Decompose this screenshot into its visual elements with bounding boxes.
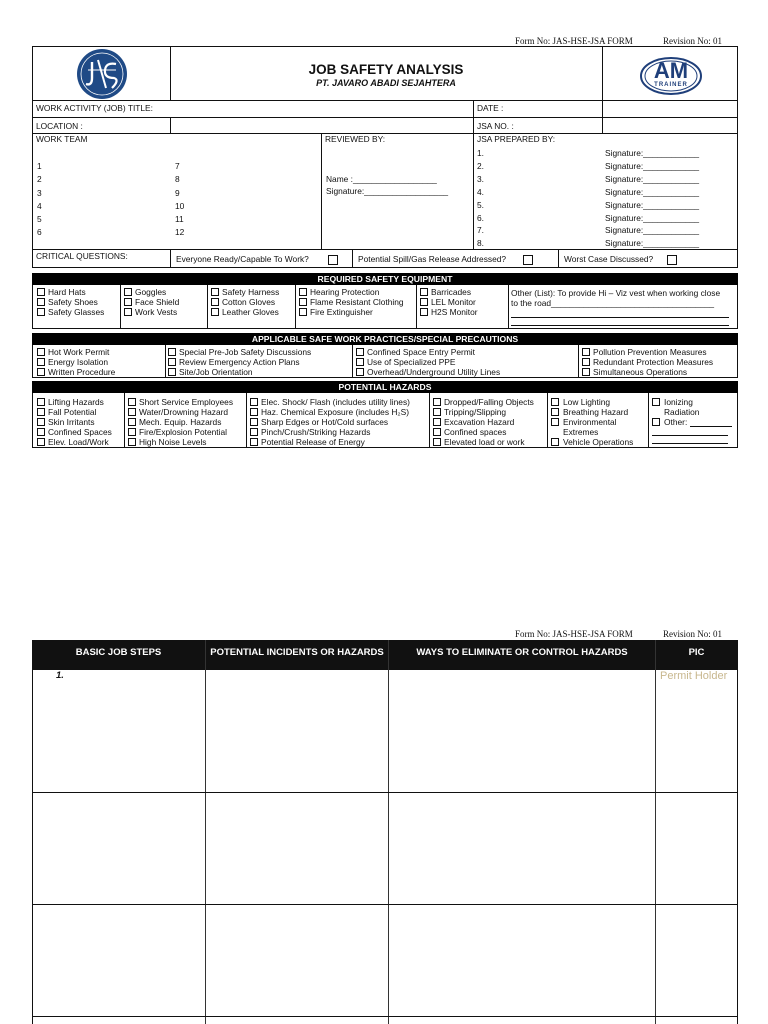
practices-col2-item-3: Site/Job Orientation <box>179 367 253 377</box>
col-potential-incidents: POTENTIAL INCIDENTS OR HAZARDS <box>210 647 384 658</box>
hazards-col2-checkbox-5[interactable] <box>128 438 136 446</box>
equipment-col2-item-3: Work Vests <box>135 307 178 317</box>
hazards-col4-checkbox-5[interactable] <box>433 438 441 446</box>
equipment-col3-checkbox-2[interactable] <box>211 298 219 306</box>
prepared-numbers: 1. 2. 3. 4. 5. 6. 7. 8. <box>477 148 484 249</box>
hazards-col4-item-5: Elevated load or work <box>444 437 525 447</box>
equipment-section-title: REQUIRED SAFETY EQUIPMENT <box>32 273 738 285</box>
hazards-col1-checkbox-5[interactable] <box>37 438 45 446</box>
location-label: LOCATION : <box>36 121 83 131</box>
equipment-col1-item-3: Safety Glasses <box>48 307 105 317</box>
form-number: Form No: JAS-HSE-JSA FORM <box>515 36 633 46</box>
equipment-col3-item-1: Safety Harness <box>222 287 280 297</box>
equipment-col4-checkbox-1[interactable] <box>299 288 307 296</box>
company-logo-icon <box>76 48 128 100</box>
prepared-by-label: JSA PREPARED BY: <box>477 134 556 144</box>
hazards-col4-checkbox-1[interactable] <box>433 398 441 406</box>
hazards-col3-item-3: Sharp Edges or Hot/Cold surfaces <box>261 417 389 427</box>
hazards-col4-item-4: Confined spaces <box>444 427 507 437</box>
other-hazard-checkbox[interactable] <box>652 418 660 426</box>
critical-q1-checkbox[interactable] <box>328 255 338 265</box>
hazards-col3-item-4: Pinch/Crush/Striking Hazards <box>261 427 371 437</box>
hazards-col5-checkbox-2[interactable] <box>551 408 559 416</box>
jsa-no-label: JSA NO. : <box>477 121 514 131</box>
equipment-col5-checkbox-2[interactable] <box>420 298 428 306</box>
practices-col1-item-2: Energy Isolation <box>48 357 109 367</box>
hazards-col1-checkbox-2[interactable] <box>37 408 45 416</box>
step-1-number: 1. <box>56 670 64 681</box>
equipment-col1-checkbox-1[interactable] <box>37 288 45 296</box>
col-pic: PIC <box>688 647 705 658</box>
critical-q3: Worst Case Discussed? <box>564 254 654 264</box>
practices-col4-checkbox-2[interactable] <box>582 358 590 366</box>
hazards-col3-checkbox-5[interactable] <box>250 438 258 446</box>
other-equipment-blank-2[interactable] <box>511 325 729 326</box>
reviewer-name-field[interactable]: Name :__________________ <box>326 174 437 184</box>
hazards-col2-item-4: Fire/Explosion Potential <box>139 427 227 437</box>
other-hazard-line-3[interactable] <box>652 443 728 444</box>
hazards-col4-item-3: Excavation Hazard <box>444 417 515 427</box>
hazards-col2-checkbox-3[interactable] <box>128 418 136 426</box>
hazards-col2-item-3: Mech. Equip. Hazards <box>139 417 222 427</box>
practices-col4-item-1: Pollution Prevention Measures <box>593 347 707 357</box>
equipment-col2-checkbox-3[interactable] <box>124 308 132 316</box>
equipment-col3-checkbox-1[interactable] <box>211 288 219 296</box>
hazards-col2-checkbox-2[interactable] <box>128 408 136 416</box>
hazards-col3-checkbox-4[interactable] <box>250 428 258 436</box>
hazards-col3-item-2: Haz. Chemical Exposure (includes H₂S) <box>261 407 410 417</box>
practices-col2-item-2: Review Emergency Action Plans <box>179 357 300 367</box>
hazards-col5-item-3: Environmental <box>563 417 617 427</box>
hazards-col1-checkbox-4[interactable] <box>37 428 45 436</box>
equipment-col5-checkbox-3[interactable] <box>420 308 428 316</box>
practices-col3-checkbox-2[interactable] <box>356 358 364 366</box>
hazards-col2-item-2: Water/Drowning Hazard <box>139 407 229 417</box>
prepared-signatures[interactable]: Signature:____________ Signature:____________ Signature:____________ Signature:____________ Signature:____________ Signature:____________ Signature:____________ Signature:____________ <box>605 148 700 249</box>
am-trainer-logo-icon <box>640 57 702 95</box>
hazards-col3-checkbox-3[interactable] <box>250 418 258 426</box>
equipment-col2-item-2: Face Shield <box>135 297 180 307</box>
practices-col1-item-1: Hot Work Permit <box>48 347 110 357</box>
hazards-col3-checkbox-2[interactable] <box>250 408 258 416</box>
step-1-pic: Permit Holder <box>660 670 728 682</box>
equipment-col4-item-1: Hearing Protection <box>310 287 380 297</box>
work-activity-label: WORK ACTIVITY (JOB) TITLE: <box>36 103 153 113</box>
practices-col3-checkbox-3[interactable] <box>356 368 364 376</box>
practices-col3-item-3: Overhead/Underground Utility Lines <box>367 367 501 377</box>
other-equipment-blank-1[interactable] <box>511 317 729 318</box>
practices-section-title: APPLICABLE SAFE WORK PRACTICES/SPECIAL PRECAUTIONS <box>32 333 738 345</box>
other-hazard-label: Other: <box>664 417 688 427</box>
practices-col3-item-1: Confined Space Entry Permit <box>367 347 475 357</box>
equipment-col5-item-1: Barricades <box>431 287 472 297</box>
team-right-list: 7 8 9 10 11 12 <box>175 161 185 238</box>
hazards-col4-checkbox-2[interactable] <box>433 408 441 416</box>
ionizing-label: Ionizing <box>664 397 693 407</box>
equipment-col1-checkbox-2[interactable] <box>37 298 45 306</box>
hazards-col5-checkbox-1[interactable] <box>551 398 559 406</box>
other-equipment-line2: to the road___________________________________ <box>511 298 715 308</box>
team-left-list: 1 2 3 4 5 6 <box>37 161 42 238</box>
hazards-col5-item-5: Vehicle Operations <box>563 437 634 447</box>
work-team-label: WORK TEAM <box>36 134 88 144</box>
hazards-col2-checkbox-1[interactable] <box>128 398 136 406</box>
practices-col4-item-3: Simultaneous Operations <box>593 367 688 377</box>
equipment-col2-checkbox-1[interactable] <box>124 288 132 296</box>
hazards-col5-checkbox-3[interactable] <box>551 418 559 426</box>
equipment-col4-item-2: Flame Resistant Clothing <box>310 297 404 307</box>
practices-col2-item-1: Special Pre-Job Safety Discussions <box>179 347 312 357</box>
hazards-col2-checkbox-4[interactable] <box>128 428 136 436</box>
equipment-col5-checkbox-1[interactable] <box>420 288 428 296</box>
equipment-col4-item-3: Fire Extinguisher <box>310 307 373 317</box>
equipment-col5-item-2: LEL Monitor <box>431 297 476 307</box>
equipment-col3-checkbox-3[interactable] <box>211 308 219 316</box>
revision-number: Revision No: 01 <box>663 36 723 46</box>
practices-col1-checkbox-3[interactable] <box>37 368 45 376</box>
hazards-col2-item-1: Short Service Employees <box>139 397 234 407</box>
ionizing-radiation-checkbox[interactable] <box>652 398 660 406</box>
col-basic-job-steps: BASIC JOB STEPS <box>75 647 162 658</box>
practices-col1-checkbox-1[interactable] <box>37 348 45 356</box>
equipment-col4-checkbox-2[interactable] <box>299 298 307 306</box>
hazards-col4-checkbox-4[interactable] <box>433 428 441 436</box>
critical-questions-label: CRITICAL QUESTIONS: <box>36 251 128 261</box>
practices-col1-item-3: Written Procedure <box>48 367 116 377</box>
am-logo-text: AM <box>653 58 689 83</box>
hazards-col1-item-5: Elev. Load/Work <box>48 437 109 447</box>
hazards-col1-item-2: Fall Potential <box>48 407 97 417</box>
critical-q2: Potential Spill/Gas Release Addressed? <box>358 254 507 264</box>
hazards-col3-item-1: Elec. Shock/ Flash (includes utility lines) <box>261 397 410 407</box>
equipment-col4-checkbox-3[interactable] <box>299 308 307 316</box>
practices-col3-checkbox-1[interactable] <box>356 348 364 356</box>
hazards-col1-checkbox-3[interactable] <box>37 418 45 426</box>
critical-q2-checkbox[interactable] <box>523 255 533 265</box>
hazards-col4-checkbox-3[interactable] <box>433 418 441 426</box>
date-label: DATE : <box>477 103 504 113</box>
other-equipment-line1: Other (List): To provide Hi – Viz vest when working close <box>511 288 721 298</box>
hazards-col1-item-4: Confined Spaces <box>48 427 112 437</box>
other-hazard-line-2[interactable] <box>652 435 728 436</box>
practices-col2-checkbox-3[interactable] <box>168 368 176 376</box>
reviewer-signature-field[interactable]: Signature:__________________ <box>326 186 449 196</box>
hazards-col4-item-2: Tripping/Slipping <box>444 407 507 417</box>
equipment-col3-item-2: Cotton Gloves <box>222 297 276 307</box>
practices-col4-item-2: Redundant Protection Measures <box>593 357 714 367</box>
practices-col2-checkbox-2[interactable] <box>168 358 176 366</box>
hazards-col5-item-2: Breathing Hazard <box>563 407 629 417</box>
company-name: PT. JAVARO ABADI SEJAHTERA <box>316 78 456 88</box>
hazards-col3-item-5: Potential Release of Energy <box>261 437 365 447</box>
page2-form-number: Form No: JAS-HSE-JSA FORM <box>515 629 633 639</box>
practices-col2-checkbox-1[interactable] <box>168 348 176 356</box>
practices-col4-checkbox-3[interactable] <box>582 368 590 376</box>
hazards-col1-item-1: Lifting Hazards <box>48 397 104 407</box>
hazards-col2-item-5: High Noise Levels <box>139 437 207 447</box>
equipment-col5-item-3: H2S Monitor <box>431 307 478 317</box>
critical-q3-checkbox[interactable] <box>667 255 677 265</box>
hazards-col1-item-3: Skin Irritants <box>48 417 95 427</box>
hazards-col5-checkbox-5[interactable] <box>551 438 559 446</box>
reviewed-by-label: REVIEWED BY: <box>325 134 386 144</box>
equipment-col1-item-1: Hard Hats <box>48 287 86 297</box>
equipment-col3-item-3: Leather Gloves <box>222 307 279 317</box>
equipment-col2-item-1: Goggles <box>135 287 167 297</box>
critical-q1: Everyone Ready/Capable To Work? <box>176 254 309 264</box>
hazards-section-title: POTENTIAL HAZARDS <box>32 381 738 393</box>
hazards-col1-checkbox-1[interactable] <box>37 398 45 406</box>
am-logo-sub: TRAINER <box>654 82 688 88</box>
hazards-col3-checkbox-1[interactable] <box>250 398 258 406</box>
equipment-col2-checkbox-2[interactable] <box>124 298 132 306</box>
practices-col1-checkbox-2[interactable] <box>37 358 45 366</box>
form-title: JOB SAFETY ANALYSIS <box>308 62 464 77</box>
practices-col4-checkbox-1[interactable] <box>582 348 590 356</box>
page2-revision-number: Revision No: 01 <box>663 629 723 639</box>
hazards-col5-item-1: Low Lighting <box>563 397 611 407</box>
practices-col3-item-2: Use of Specialized PPE <box>367 357 456 367</box>
equipment-col1-item-2: Safety Shoes <box>48 297 98 307</box>
col-ways-to-control: WAYS TO ELIMINATE OR CONTROL HAZARDS <box>416 647 628 658</box>
other-hazard-line[interactable] <box>690 426 732 427</box>
radiation-label: Radiation <box>664 407 700 417</box>
equipment-col1-checkbox-3[interactable] <box>37 308 45 316</box>
hazards-col4-item-1: Dropped/Falling Objects <box>444 397 534 407</box>
hazards-col5-item-4: Extremes <box>563 427 599 437</box>
